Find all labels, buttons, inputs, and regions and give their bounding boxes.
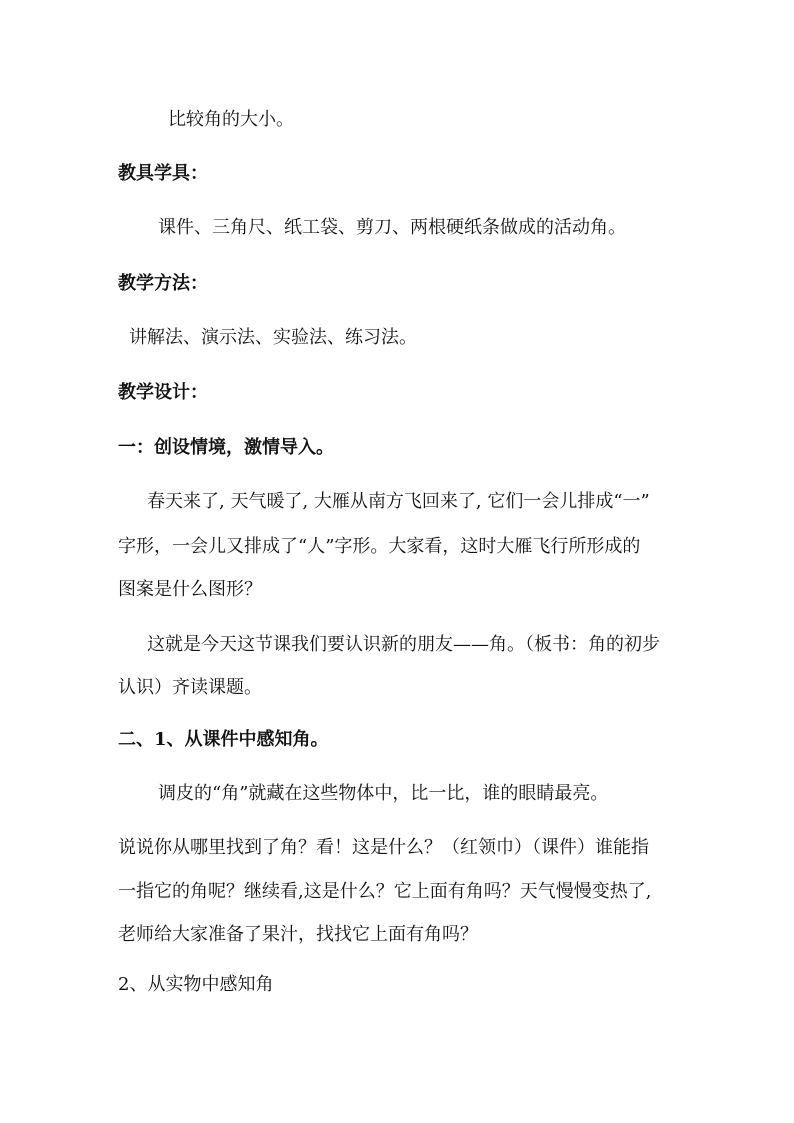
text-line: 老师给大家准备了果汁，找找它上面有角吗？ xyxy=(118,924,478,945)
text-line: 春天来了, 天气暖了, 大雁从南方飞回来了, 它们一会儿排成“一” xyxy=(147,491,650,512)
text-line: 课件、三角尺、纸工袋、剪刀、两根硬纸条做成的活动角。 xyxy=(158,217,626,238)
section-heading-tools: 教具学具： xyxy=(118,163,208,184)
subsection-heading: 2、从实物中感知角 xyxy=(118,974,274,995)
text-line: 字形，一会儿又排成了“人”字形。大家看，这时大雁飞行所形成的 xyxy=(118,536,641,557)
text-line: 讲解法、演示法、实验法、练习法。 xyxy=(129,327,417,348)
text-line: 比较角的大小。 xyxy=(168,109,294,130)
section-heading-part-2: 二、1、从课件中感知角。 xyxy=(118,729,329,750)
text-line: 这就是今天这节课我们要认识新的朋友——角。（板书：角的初步 xyxy=(147,634,660,655)
section-heading-methods: 教学方法： xyxy=(118,273,208,294)
text-line: 图案是什么图形？ xyxy=(118,579,262,600)
section-heading-design: 教学设计： xyxy=(118,382,208,403)
text-line: 调皮的“角”就藏在这些物体中，比一比，谁的眼睛最亮。 xyxy=(158,783,609,804)
text-line: 一指它的角呢？继续看,这是什么？它上面有角吗？天气慢慢变热了, xyxy=(118,881,652,902)
section-heading-part-1: 一：创设情境，激情导入。 xyxy=(118,437,334,458)
text-line: 认识）齐读课题。 xyxy=(118,677,262,698)
text-line: 说说你从哪里找到了角？看！这是什么？（红领巾）（课件）谁能指 xyxy=(118,837,649,858)
